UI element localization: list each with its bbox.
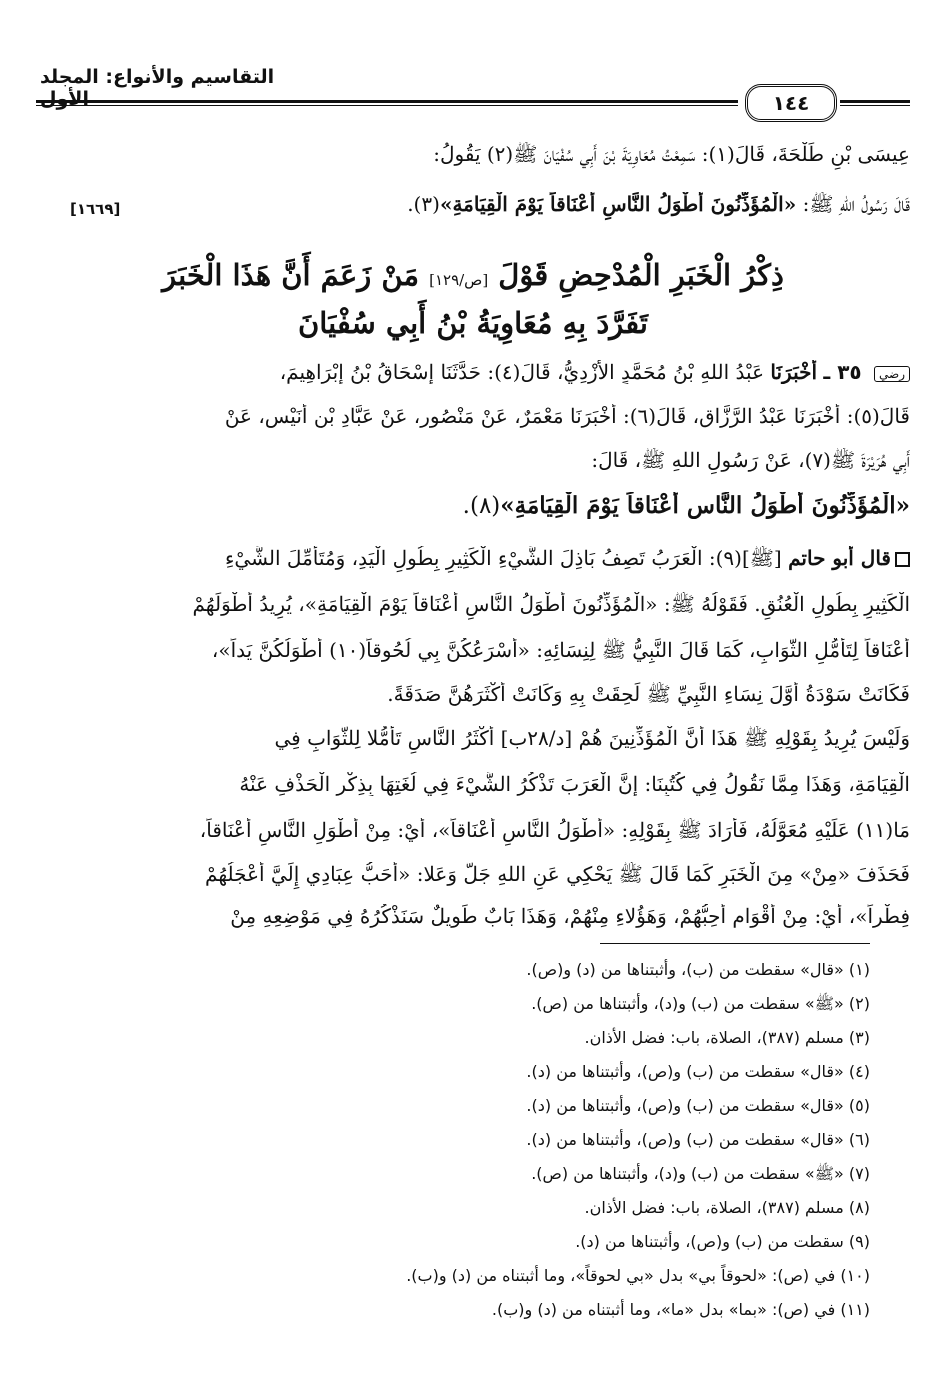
footnote-5: (٥) «قال» سقطت من (ب) و(ص)، وأثبتناها من (د). <box>526 1096 870 1115</box>
header-rule-thin <box>36 105 738 106</box>
commentary-2-line-2: الْقِيَامَةِ، وَهَذَا مِمَّا نَقُولُ فِي كُتُبِنَا: إِنَّ الْعَرَبَ تَذْكُرُ الشَّيْءَ فِي لُغَتِهَا بِذِكْرِ الْحَذْفِ عَنْهُ <box>239 772 910 796</box>
hadith-line-1 <box>36 360 910 384</box>
hadith-reference-number: [١٦٦٩] <box>70 200 121 218</box>
footnote-6: (٦) «قال» سقطت من (ب) و(ص)، وأثبتناها من (د). <box>526 1130 870 1149</box>
header-rule-right <box>840 100 910 103</box>
commentary-1-line-4: فَكَانَتْ سَوْدَةُ أَوَّلَ نِسَاءِ النَّبِيِّ ﷺ لَحِقَتْ بِهِ وَكَانَتْ أَكْثَرَهُنَّ صَدَقَةً. <box>387 682 910 706</box>
commentary-2-line-3: مَا(١١) عَلَيْهِ مُعَوَّلُهُ، فَأَرَادَ ﷺ بِقَوْلِهِ: «أَطْوَلُ النَّاسِ أَعْنَاقاً»، أَيْ: مِنْ أَطْوَلِ النَّاسِ أَعْنَاقاً، <box>199 818 910 842</box>
footnote-11: (١١) في (ص): «بما» بدل «ما»، وما أثبتناه من (د) و(ب). <box>491 1300 870 1319</box>
footnote-1: (١) «قال» سقطت من (ب)، وأثبتناها من (د) و(ص). <box>526 960 870 979</box>
hadith-matn-tail: (٨). <box>462 493 501 519</box>
footnote-separator <box>600 943 870 944</box>
intro-line-2-c: (٣). <box>407 192 440 216</box>
commentary-label: قال أبو حاتم <box>788 546 891 570</box>
intro-line-1: عِيسَى بْنِ طَلْحَةَ، قَالَ(١): سَمِعْتُ مُعَاوِيَةَ بْنَ أَبِي سُفْيَانَ ﷺ(٢) يَقُولُ: <box>433 142 910 166</box>
footnote-4: (٤) «قال» سقطت من (ب) و(ص)، وأثبتناها من (د). <box>526 1062 870 1081</box>
footnote-10: (١٠) في (ص): «لحوقاً بي» بدل «بي لحوقاً»، وما أثبتناه من (د) و(ب). <box>406 1266 870 1285</box>
hadith-line-2: قَالَ(٥): أَخْبَرَنَا عَبْدُ الرَّزَّاقِ، قَالَ(٦): أَخْبَرَنَا مَعْمَرٌ، عَنْ مَنْصُورٍ، عَنْ عَبَّادِ بْنِ أُنَيْسٍ، عَنْ <box>224 404 910 428</box>
heading-part-a: ذِكْرُ الْخَبَرِ الْمُدْحِضِ قَوْلَ <box>498 258 784 292</box>
heading-part-b: مَنْ زَعَمَ أَنَّ هَذَا الْخَبَرَ <box>162 258 419 292</box>
commentary-1-line-1 <box>36 546 910 575</box>
running-header-title: التقاسيم والأنواع: المجلد الأول <box>40 66 275 110</box>
commentary-2-line-5: فِطْراً»، أَيْ: مِنْ أَقْوَامٍ أُحِبُّهُمْ، وَهَؤُلاءِ مِنْهُمْ، وَهَذَا بَابٌ طَوِيلٌ سَنَذْكُرُهُ فِي مَوْضِعِهِ مِنْ <box>230 904 910 928</box>
footnote-2: (٢) «ﷺ» سقطت من (ب) و(د)، وأثبتناها من (ص). <box>531 994 870 1013</box>
heading-page-ref: [ص/١٢٩] <box>429 271 489 289</box>
section-heading-line-2: تَفَرَّدَ بِهِ مُعَاوِيَةُ بْنُ أَبِي سُفْيَانَ <box>297 306 649 340</box>
page-number: ١٤٤ <box>745 84 837 122</box>
intro-hadith-quote: «الْمُؤَذِّنُونَ أَطْوَلُ النَّاسِ أَعْنَاقاً يَوْمَ الْقِيَامَةِ» <box>439 192 797 216</box>
paragraph-square-icon <box>895 552 910 567</box>
section-heading-line-1 <box>36 258 910 292</box>
footnote-7: (٧) «ﷺ» سقطت من (ب) و(د)، وأثبتناها من (ص). <box>531 1164 870 1183</box>
hadith-matn <box>36 492 910 519</box>
footnote-9: (٩) سقطت من (ب) و(ص)، وأثبتناها من (د). <box>575 1232 870 1251</box>
commentary-1-line-3: أَعْنَاقاً لِتَأَمُّلِ الثَّوَابِ، كَمَا قَالَ النَّبِيُّ ﷺ لِنِسَائِهِ: «أَسْرَعُكُنَّ بِي لُحُوقاً(١٠) أَطْوَلُكُنَّ يَداً»، <box>211 638 910 662</box>
footnote-3: (٣) مسلم (٣٨٧)، الصلاة، باب: فضل الأذان. <box>584 1028 870 1047</box>
header-rule <box>36 100 738 103</box>
intro-line-2-a: قَالَ رَسُولُ اللهِ ﷺ: <box>796 192 910 216</box>
commentary-1-line-2: الْكَثِيرِ بِطُولِ الْعُنُقِ. فَقَوْلُهُ ﷺ: «الْمُؤَذِّنُونَ أَطْوَلُ النَّاسِ أَعْنَاقاً يَوْمَ الْقِيَامَةِ»، يُرِيدُ أَطْوَلَهُمْ <box>192 592 910 616</box>
hadith-matn-text: «الْمُؤَذِّنُونَ أَطْوَلُ النَّاسِ أَعْنَاقاً يَوْمَ الْقِيَامَةِ» <box>500 492 910 519</box>
footnote-8: (٨) مسلم (٣٨٧)، الصلاة، باب: فضل الأذان. <box>584 1198 870 1217</box>
margin-ornament: رضي <box>874 366 910 382</box>
header-rule-right-thin <box>840 105 910 106</box>
hadith-opening: أَخْبَرَنَا <box>770 360 818 384</box>
intro-line-2 <box>36 192 910 221</box>
hadith-number: ٣٥ ـ <box>823 360 862 384</box>
hadith-isnad-1: عَبْدُ اللهِ بْنُ مُحَمَّدٍ الأَزْدِيُّ، قَالَ(٤): حَدَّثَنَا إِسْحَاقُ بْنُ إِبْرَاهِيمَ، <box>279 360 765 384</box>
commentary-2-line-1: وَلَيْسَ يُرِيدُ بِقَوْلِهِ ﷺ هَذَا أَنَّ الْمُؤَذِّنِينَ هُمْ [د/٢٨ب] أَكْثَرُ النَّاسِ تَأَمُّلا لِلثَّوَابِ فِي <box>274 726 910 750</box>
commentary-1-text-1: [ﷺ](٩): الْعَرَبُ تَصِفُ بَاذِلَ الشَّيْءِ الْكَثِيرِ بِطُولِ الْيَدِ، وَمُتَأَمِّلَ الشَّيْءِ <box>225 546 782 570</box>
commentary-2-line-4: فَحَذَفَ «مِنْ» مِنَ الْخَبَرِ كَمَا قَالَ ﷺ يَحْكِي عَنِ اللهِ جَلَّ وَعَلا: «أَحَبُّ عِبَادِي إِلَيَّ أَعْجَلُهُمْ <box>205 862 910 886</box>
hadith-line-3: أَبِي هُرَيْرَةَ ﷺ(٧)، عَنْ رَسُولِ اللهِ ﷺ، قَالَ: <box>591 448 910 472</box>
